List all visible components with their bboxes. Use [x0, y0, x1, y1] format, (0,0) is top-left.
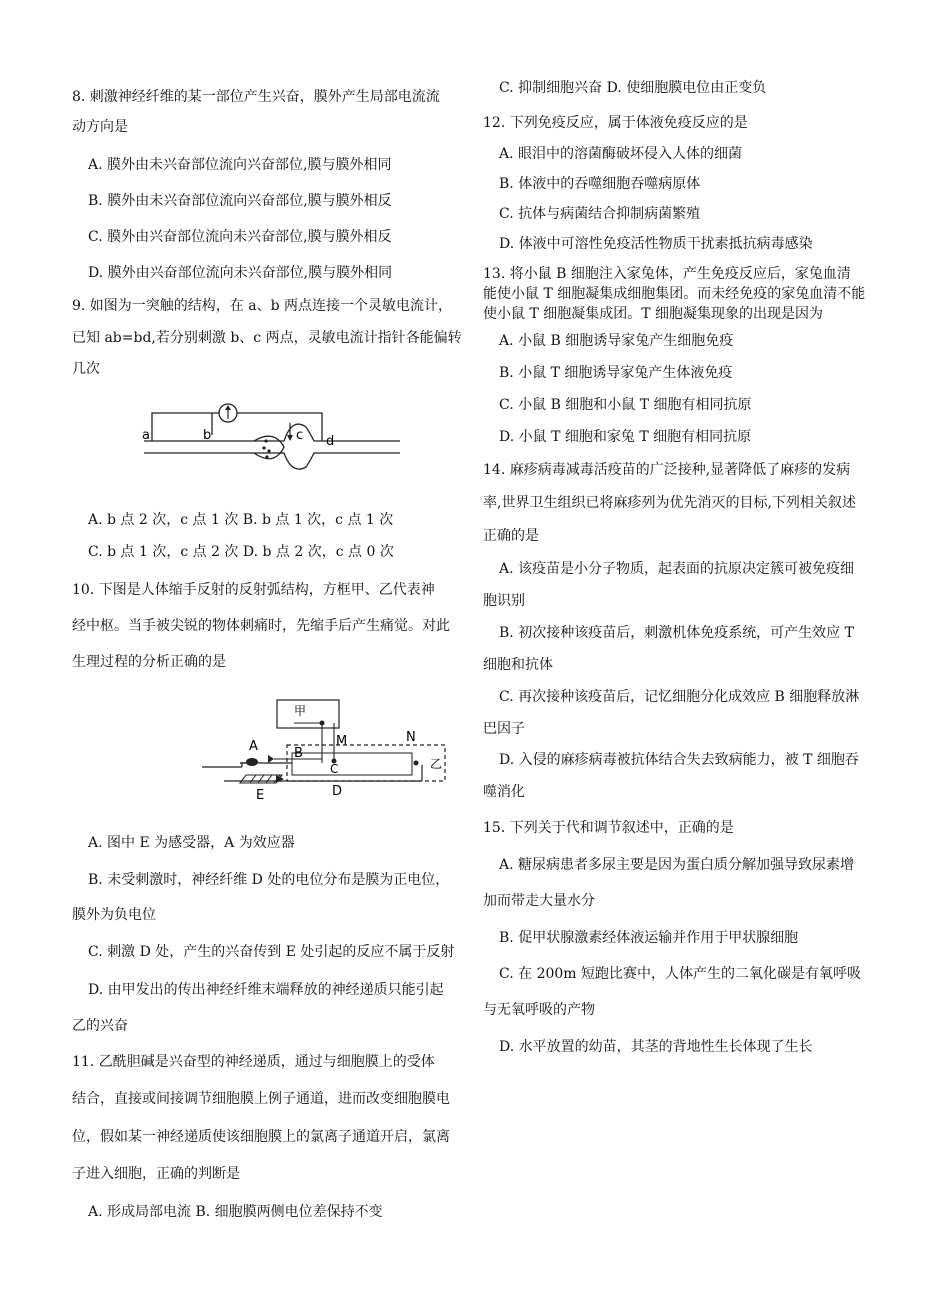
label-yi: 乙 [430, 757, 443, 771]
option-c: C. 再次接种该疫苗后，记忆细胞分化成效应 B 细胞释放淋 [499, 689, 860, 705]
axon-upper [144, 424, 400, 441]
question-stem: 位，假如某一神经递质使该细胞膜上的氯离子通道开启，氯离 [72, 1129, 450, 1145]
gray-matter [292, 753, 412, 775]
option-a: A. 小鼠 B 细胞诱导家兔产生细胞免疫 [499, 333, 734, 349]
question-stem: 生理过程的分析正确的是 [72, 654, 226, 670]
arrow-icon [287, 435, 293, 441]
option-b-cont: 细胞和抗体 [483, 657, 553, 673]
question-stem: 动方向是 [72, 119, 128, 135]
vesicle [262, 446, 265, 449]
reflex-arc-figure [172, 695, 452, 805]
option-a: A. 眼泪中的溶菌酶破坏侵入人体的细菌 [499, 146, 743, 162]
label-A: A [249, 739, 258, 754]
option-cd: C. b 点 1 次，c 点 2 次 D. b 点 2 次，c 点 0 次 [88, 544, 394, 560]
option-c-cont: 巴因子 [483, 721, 525, 737]
hatch [250, 775, 256, 783]
option-b-cont: 膜外为负电位 [72, 907, 156, 923]
option-ab: A. 形成局部电流 B. 细胞膜两侧电位差保持不变 [88, 1204, 383, 1220]
label-d: d [326, 434, 335, 449]
option-d: D. 膜外由兴奋部位流向未兴奋部位,膜与膜外相同 [88, 265, 393, 281]
label-C: C [330, 762, 339, 776]
label-E: E [256, 788, 265, 803]
label-a: a [142, 428, 150, 443]
option-d: D. 小鼠 T 细胞和家兔 T 细胞有相同抗原 [499, 429, 752, 445]
option-c-cont: 与无氧呼吸的产物 [483, 1002, 595, 1018]
option-a-cont: 胞识别 [483, 593, 525, 609]
question-stem: 11. 乙酰胆碱是兴奋型的神经递质，通过与细胞膜上的受体 [72, 1054, 435, 1070]
arrow-icon [276, 775, 284, 783]
vesicle [264, 439, 267, 442]
question-stem: 经中枢。当手被尖锐的物体刺痛时，先缩手后产生痛觉。对此 [72, 618, 450, 634]
presynaptic-knob [254, 436, 284, 459]
question-stem: 已知 ab=bd,若分别刺激 b、c 两点，灵敏电流计指针各能偏转 [72, 330, 462, 346]
option-c: C. 刺激 D 处，产生的兴奋传到 E 处引起的反应不属于反射 [88, 944, 455, 960]
vesicle [267, 449, 270, 452]
arrow-icon [268, 755, 274, 763]
label-M: M [336, 734, 348, 749]
question-stem: 结合，直接或间接调节细胞膜上例子通道，进而改变细胞膜电 [72, 1091, 450, 1107]
option-d: D. 入侵的麻疹病毒被抗体结合失去致病能力，被 T 细胞吞 [499, 752, 859, 768]
option-a: A. 膜外由未兴奋部位流向兴奋部位,膜与膜外相同 [88, 157, 392, 173]
center-jia-box [277, 700, 339, 728]
question-stem: 13. 将小鼠 B 细胞注入家兔体，产生免疫反应后，家兔血清 [483, 266, 851, 282]
question-stem: 15. 下列关于代和调节叙述中，正确的是 [483, 820, 734, 836]
galvanometer-wire [235, 413, 322, 441]
question-stem: 12. 下列免疫反应，属于体液免疫反应的是 [483, 115, 748, 131]
option-b: B. 膜外由未兴奋部位流向兴奋部位,膜与膜外相反 [88, 193, 392, 209]
question-stem: 14. 麻疹病毒减毒活疫苗的广泛接种,显著降低了麻疹的发病 [483, 462, 851, 478]
vesicle [265, 455, 268, 458]
label-D: D [332, 784, 343, 799]
option-ab: A. b 点 2 次，c 点 1 次 B. b 点 1 次，c 点 1 次 [88, 512, 394, 528]
option-b: B. 小鼠 T 细胞诱导家兔产生体液免疫 [499, 365, 733, 381]
question-stem: 9. 如图为一突触的结构，在 a、b 两点连接一个灵敏电流计， [72, 298, 453, 314]
question-stem: 8. 刺激神经纤维的某一部位产生兴奋，膜外产生局部电流流 [72, 89, 440, 105]
option-c: C. 在 200m 短跑比赛中，人体产生的二氧化碳是有氧呼吸 [499, 966, 862, 982]
option-b: B. 初次接种该疫苗后，刺激机体免疫系统，可产生效应 T [499, 625, 854, 641]
option-a-cont: 加而带走大量水分 [483, 893, 595, 909]
q11-option-cd: C. 抑制细胞兴奋 D. 使细胞膜电位由正变负 [499, 80, 767, 96]
option-d-cont: 乙的兴奋 [72, 1018, 128, 1034]
question-stem: 使小鼠 T 细胞凝集成团。T 细胞凝集现象的出现是因为 [483, 306, 824, 322]
option-c: C. 小鼠 B 细胞和小鼠 T 细胞有相同抗原 [499, 397, 752, 413]
ganglion-B [246, 758, 258, 766]
hatch [258, 775, 264, 783]
option-b: B. 促甲状腺激素经体液运输并作用于甲状腺细胞 [499, 930, 799, 946]
question-stem: 率,世界卫生组织已将麻疹列为优先消灭的目标,下列相关叙述 [483, 495, 856, 511]
question-stem: 10. 下图是人体缩手反射的反射弧结构，方框甲、乙代表神 [72, 582, 435, 598]
option-a: A. 该疫苗是小分子物质，起表面的抗原决定簇可被免疫细 [499, 561, 855, 577]
question-stem: 正确的是 [483, 528, 539, 544]
option-d: D. 由甲发出的传出神经纤维末端释放的神经递质只能引起 [88, 982, 444, 998]
option-d: D. 水平放置的幼苗，其茎的背地性生长体现了生长 [499, 1039, 813, 1055]
synapse-dot [414, 761, 419, 766]
option-c: C. 抗体与病菌结合抑制病菌繁殖 [499, 206, 701, 222]
question-stem: 能使小鼠 T 细胞凝集成细胞集团。而未经免疫的家兔血清不能 [483, 286, 866, 302]
label-B: B [294, 746, 303, 761]
hatch [266, 775, 272, 783]
option-a: A. 图中 E 为感受器，A 为效应器 [88, 835, 295, 851]
option-d-cont: 噬消化 [483, 784, 525, 800]
question-stem: 子进入细胞，正确的判断是 [72, 1166, 240, 1182]
label-N: N [406, 730, 416, 745]
label-jia: 甲 [294, 704, 307, 718]
option-b: B. 未受刺激时，神经纤维 D 处的电位分布是膜为正电位， [88, 872, 450, 888]
option-d: D. 体液中可溶性免疫活性物质干扰素抵抗病毒感染 [499, 236, 813, 252]
option-a: A. 糖尿病患者多尿主要是因为蛋白质分解加强导致尿素增 [499, 857, 855, 873]
label-c: c [296, 428, 304, 443]
axon-lower [144, 453, 400, 469]
option-b: B. 体液中的吞噬细胞吞噬病原体 [499, 176, 701, 192]
label-b: b [203, 428, 212, 443]
synapse-figure [142, 395, 404, 475]
center-yi-box [287, 745, 445, 781]
question-stem: 几次 [72, 361, 100, 377]
option-c: C. 膜外由兴奋部位流向未兴奋部位,膜与膜外相反 [88, 229, 392, 245]
